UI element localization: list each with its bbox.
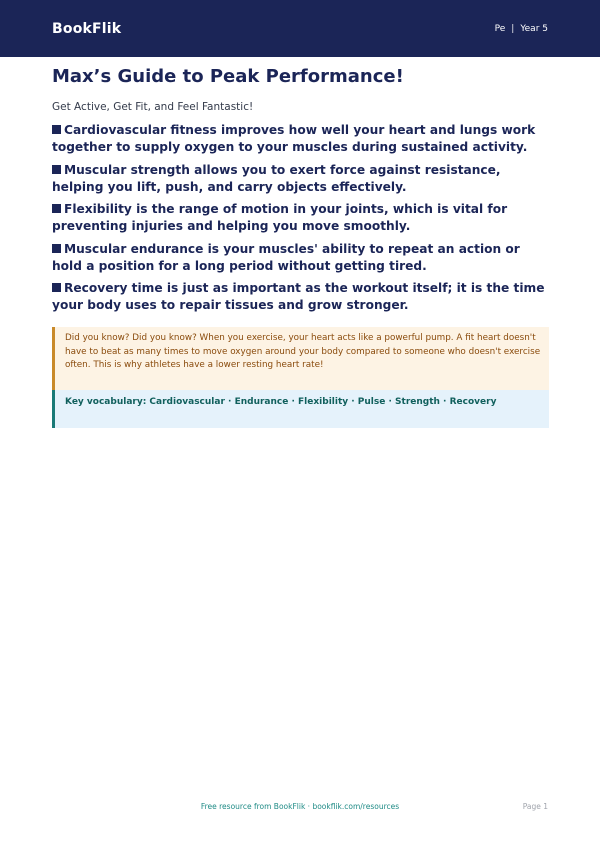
page-number: Page 1 xyxy=(522,802,548,811)
key-vocabulary-box: Key vocabulary: Cardiovascular · Endurance · Flexibility · Pulse · Strength · Recovery xyxy=(52,390,549,428)
page-subtitle: Get Active, Get Fit, and Feel Fantastic! xyxy=(52,101,254,113)
header-bar xyxy=(0,0,600,57)
year-label: Year 5 xyxy=(520,23,548,34)
bullet-text: Recovery time is just as important as the workout itself; it is the time your body uses to repair tissues and grow stronger. xyxy=(52,281,545,312)
bullet-item xyxy=(52,162,549,196)
brand-logo[interactable]: BookFlik xyxy=(52,20,122,37)
page-title: Max’s Guide to Peak Performance! xyxy=(52,66,404,87)
bullet-square-icon xyxy=(52,125,61,134)
bullet-square-icon xyxy=(52,165,61,174)
bullet-text: Muscular strength allows you to exert force against resistance, helping you lift, push, and carry objects effectively. xyxy=(52,162,501,194)
bullet-square-icon xyxy=(52,204,61,213)
footer-credit[interactable]: Free resource from BookFlik · bookflik.com/resources xyxy=(200,802,400,811)
did-you-know-box: Did you know? Did you know? When you exercise, your heart acts like a powerful pump. A fit heart doesn't have to beat as many times to move oxygen around your body compared to someone who doesn't exercise often. This is why athletes have a lower resting heart rate! xyxy=(52,327,549,390)
header-meta xyxy=(495,24,548,34)
bullet-text: Muscular endurance is your muscles' ability to repeat an action or hold a position for a long period without getting tired. xyxy=(52,241,520,273)
meta-separator: | xyxy=(511,23,515,34)
bullet-item xyxy=(52,241,549,275)
bullet-item xyxy=(52,122,549,156)
bullet-text: Cardiovascular fitness improves how well your heart and lungs work together to supply oxygen to your muscles during sustained activity. xyxy=(52,123,536,154)
bullet-text: Flexibility is the range of motion in your joints, which is vital for preventing injuries and helping you move smoothly. xyxy=(52,202,508,233)
bullet-square-icon xyxy=(52,283,61,292)
bullet-item xyxy=(52,201,549,235)
subject-label: Pe xyxy=(494,23,506,34)
bullet-square-icon xyxy=(52,244,61,253)
bullet-list xyxy=(52,122,549,314)
bullet-item xyxy=(52,280,549,314)
main-content xyxy=(52,66,549,320)
